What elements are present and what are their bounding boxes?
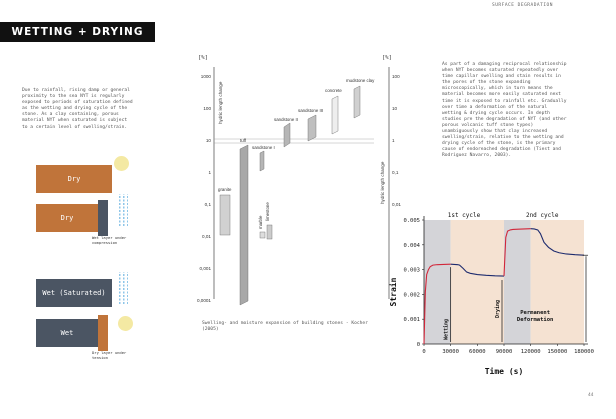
right-tick: 10 [392,106,398,111]
dry-block-2: Dry [36,204,98,232]
granite-label: granite [218,187,232,192]
x-tick-label: 0 [422,349,426,355]
right-unit: [%] [382,55,392,61]
sun-icon [118,316,133,331]
tuff-label: tuff [240,138,247,143]
wet-layer [98,200,108,236]
y-tick-label: 0.004 [403,242,420,249]
sandstone-2-label: sandstone II [274,117,298,122]
sun-icon [114,156,129,171]
left-tick: 100 [203,106,211,111]
strain-chart [372,208,608,396]
x-tick-label: 120000 [520,349,541,355]
left-tick: 0,01 [202,234,211,239]
page-title: WETTING + DRYING [0,22,155,42]
concrete-bar [332,96,338,134]
right-axis-label: hydric length change [380,161,385,204]
swelling-chart-caption: Swelling- and moisture expansion of building stones - Kocher (2005) [202,321,368,333]
wet-block: Wet [36,319,98,347]
y-tick-label: 0.001 [403,317,420,324]
y-tick-label: 0.003 [403,267,420,274]
cycle-2-label: 2nd cycle [525,212,559,219]
y-tick-label: 0.002 [403,292,420,299]
marble-label: marble [258,215,263,229]
left-tick: 0,0001 [196,298,211,303]
phase-band [531,220,584,344]
right-tick: 1 [392,138,395,143]
left-tick: 0,1 [204,202,211,207]
left-tick: 0,001 [199,266,211,271]
intro-paragraph: Due to rainfall, rising damp or general proximity to the sea NYT is regularly exposed to periods of saturation defined as the wetting and drying cycle of the stone. As a clay containing, porous material NYT when saturated is subject to a certain level of swelling/strain. [22,88,133,130]
mudstone-label: mudstone clay [346,78,375,83]
sandstone-3-label: sandstone III [298,108,324,113]
page-number: 44 [588,393,594,398]
right-tick: 0,1 [392,170,399,175]
mudstone-bar [354,86,360,118]
sandstone-3-bar [308,115,316,141]
side-paragraph: As part of a damaging reciprocal relationship when NYT becomes saturated repeatedly over time capillar swelling and stain results in the pores of the stone expanding microscopically, which in turn means the material becomes more easily saturated next time it is exposed to rainfall etc. Gradually over time a deformation of the natural wetting & drying cycle occurs. In depth studies pre the degradation of NYT (and other porous volcanic tuff stone types) unambiguously show that clay increased swelling/strain, relative to the wetting and drying cycle of the stone, is the primary cause of endoreached degradation (Tiest and Rodriguez Navarro, 2003). [442,62,567,159]
left-unit: [%] [198,55,208,61]
granite-bar [220,195,230,235]
permanent-deformation-label: Deformation [516,317,554,324]
x-tick-label: 60000 [469,349,486,355]
x-axis-label: Time (s) [484,367,524,376]
limestone-bar [267,225,272,239]
wetting-label: Wetting [443,318,450,340]
rain-icon [118,272,128,304]
phase-band [504,220,531,344]
dry-layer [98,315,108,351]
limestone-label: limestone [265,202,270,221]
sandstone-1-bar [260,151,264,171]
left-tick: 1 [208,170,211,175]
phase-band [451,220,504,344]
drying-label: Drying [495,299,501,318]
wet-layer-note: Wet layer under compression [92,235,127,245]
dry-layer-note: Dry layer under tension [92,350,127,360]
rain-icon [118,194,128,226]
marble-bar [260,232,265,238]
right-tick: 100 [392,74,400,79]
sandstone-1-label: sandstone I [252,145,275,150]
x-tick-label: 180000 [574,349,594,355]
header-tag: SURFACE DEGRADATION [492,3,553,8]
cycle-1-label: 1st cycle [447,212,481,219]
x-tick-label: 150000 [547,349,568,355]
y-tick-label: 0.005 [403,218,420,224]
y-tick-label: 0 [416,342,420,348]
left-tick: 1000 [200,74,211,79]
left-tick: 10 [205,138,211,143]
sandstone-2-bar [284,123,290,147]
right-tick: 0,01 [392,202,401,207]
concrete-label: concrete [325,88,342,93]
permanent-deformation-label: Permanent [520,310,551,317]
dry-block: Dry [36,165,112,193]
left-axis-label: hydric length change [218,81,223,124]
x-tick-label: 30000 [442,349,459,355]
y-axis-label: Strain [389,277,398,307]
wet-saturated-block: Wet (Saturated) [36,279,112,307]
tuff-bar [240,145,248,305]
x-tick-label: 90000 [495,349,513,355]
